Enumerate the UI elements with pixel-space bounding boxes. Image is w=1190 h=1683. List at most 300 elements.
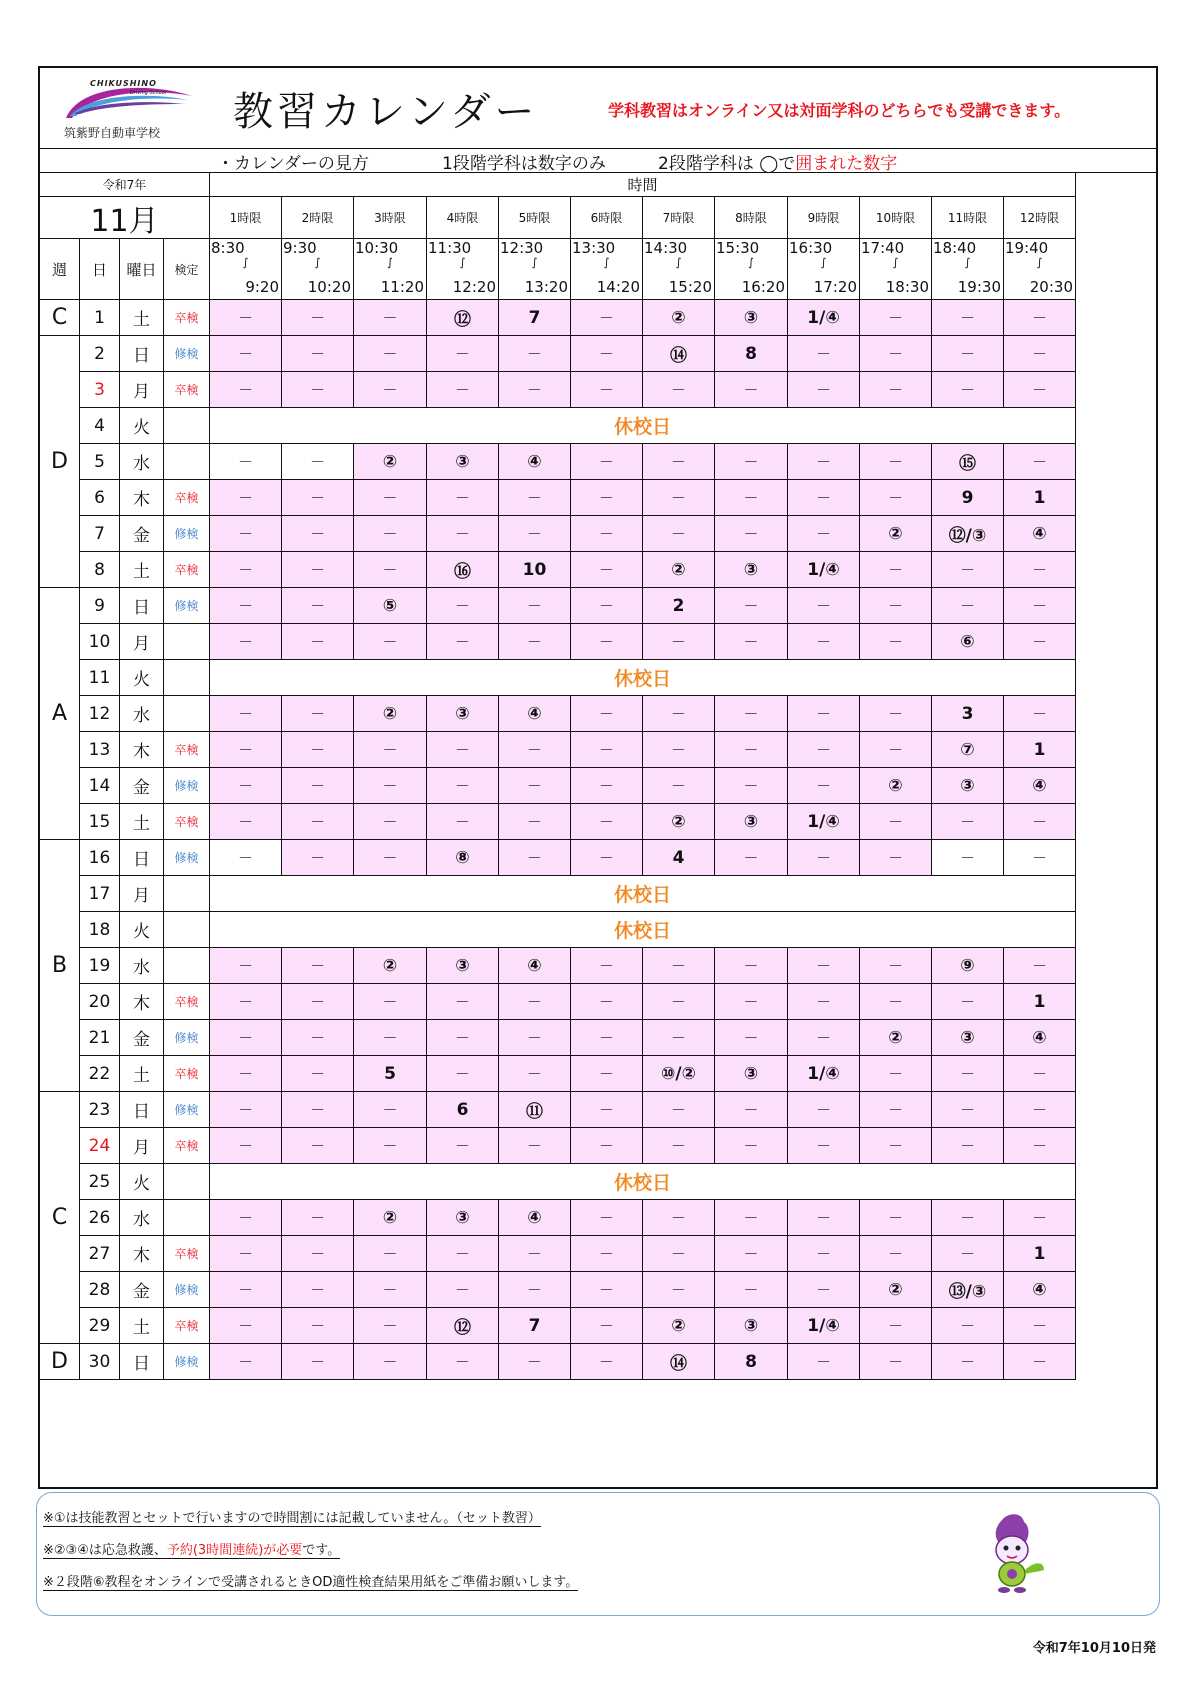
class-slot: － (210, 768, 282, 804)
test-type: 卒検 (164, 372, 210, 408)
period-end: 17:20 (813, 278, 857, 296)
period-tilde: ∫ (820, 256, 827, 269)
notice-text: 学科教習はオンライン又は対面学科のどちらでも受講できます。 (608, 101, 1071, 120)
test-type: 修検 (164, 768, 210, 804)
class-slot: － (932, 840, 1004, 876)
class-slot: － (932, 1308, 1004, 1344)
day-number: 3 (80, 372, 120, 408)
class-slot: － (643, 624, 715, 660)
class-slot: 1 (1004, 984, 1076, 1020)
class-slot: 10 (499, 552, 571, 588)
period-start: 19:40 (1005, 239, 1049, 257)
class-slot: 1/④ (788, 552, 860, 588)
class-slot: － (788, 840, 860, 876)
class-slot: － (427, 1272, 499, 1308)
class-slot: － (860, 372, 932, 408)
day-of-week: 土 (120, 300, 164, 336)
test-type: 修検 (164, 336, 210, 372)
test-type (164, 948, 210, 984)
period-time (643, 239, 715, 300)
day-of-week: 日 (120, 1344, 164, 1380)
period-time (1004, 239, 1076, 300)
period-end: 11:20 (380, 278, 424, 296)
class-slot: － (354, 1236, 427, 1272)
class-slot: － (210, 1308, 282, 1344)
class-slot: － (860, 804, 932, 840)
class-slot: － (282, 1128, 354, 1164)
period-tilde: ∫ (242, 256, 249, 269)
class-slot: 1 (1004, 732, 1076, 768)
class-slot: ③ (715, 552, 788, 588)
class-slot: － (499, 1272, 571, 1308)
day-of-week: 水 (120, 444, 164, 480)
period-end: 18:30 (885, 278, 929, 296)
class-slot: － (932, 1128, 1004, 1164)
class-slot: － (860, 552, 932, 588)
period-end: 13:20 (524, 278, 568, 296)
class-slot: ④ (499, 1200, 571, 1236)
period-tilde: ∫ (603, 256, 610, 269)
class-slot: 1 (1004, 1236, 1076, 1272)
class-slot: － (715, 624, 788, 660)
legend-stage2-prefix: 2段階学科は ◯で (658, 154, 796, 174)
test-type (164, 408, 210, 444)
test-type: 修検 (164, 588, 210, 624)
class-slot: － (860, 1128, 932, 1164)
period-tilde: ∫ (314, 256, 321, 269)
class-slot: 7 (499, 1308, 571, 1344)
class-slot: － (788, 1200, 860, 1236)
class-slot: ⑭ (643, 336, 715, 372)
col-test-header: 検定 (164, 239, 210, 300)
test-type: 卒検 (164, 984, 210, 1020)
class-slot: － (932, 1092, 1004, 1128)
class-slot: － (860, 840, 932, 876)
class-slot: － (643, 1092, 715, 1128)
day-number: 18 (80, 912, 120, 948)
class-slot: － (354, 1344, 427, 1380)
day-of-week: 月 (120, 1128, 164, 1164)
day-number: 1 (80, 300, 120, 336)
class-slot: － (210, 840, 282, 876)
period-start: 14:30 (644, 239, 688, 257)
day-number: 29 (80, 1308, 120, 1344)
class-slot: ④ (1004, 1020, 1076, 1056)
week-label: C (40, 300, 80, 336)
period-time (788, 239, 860, 300)
calendar-sheet (38, 66, 1158, 1489)
class-slot: ③ (427, 444, 499, 480)
class-slot: － (860, 588, 932, 624)
class-slot: ⑩/② (643, 1056, 715, 1092)
week-label: B (40, 840, 80, 1092)
class-slot: － (571, 1344, 643, 1380)
class-slot: ④ (499, 444, 571, 480)
period-end: 12:20 (452, 278, 496, 296)
class-slot: － (210, 1092, 282, 1128)
class-slot: － (932, 552, 1004, 588)
class-slot: ⑬/③ (932, 1272, 1004, 1308)
class-slot: － (788, 696, 860, 732)
class-slot: － (715, 1272, 788, 1308)
class-slot: － (860, 1344, 932, 1380)
class-slot: － (715, 768, 788, 804)
period-start: 10:30 (355, 239, 399, 257)
period-label: 12時限 (1004, 197, 1076, 239)
day-of-week: 月 (120, 372, 164, 408)
class-slot: － (788, 372, 860, 408)
class-slot: － (499, 1020, 571, 1056)
period-time (932, 239, 1004, 300)
test-type: 卒検 (164, 300, 210, 336)
class-slot: ④ (499, 696, 571, 732)
class-slot: ③ (715, 300, 788, 336)
class-slot: － (715, 732, 788, 768)
class-slot: － (1004, 372, 1076, 408)
class-slot: － (932, 1236, 1004, 1272)
col-dow-header: 曜日 (120, 239, 164, 300)
class-slot: － (282, 1236, 354, 1272)
class-slot: － (860, 480, 932, 516)
class-slot: － (571, 624, 643, 660)
class-slot: － (571, 336, 643, 372)
col-day-header: 日 (80, 239, 120, 300)
class-slot: － (643, 444, 715, 480)
class-slot: ② (643, 552, 715, 588)
class-slot: － (788, 588, 860, 624)
class-slot: － (932, 300, 1004, 336)
day-of-week: 土 (120, 1056, 164, 1092)
class-slot: － (1004, 1128, 1076, 1164)
test-type: 卒検 (164, 1236, 210, 1272)
test-type: 卒検 (164, 480, 210, 516)
day-of-week: 木 (120, 732, 164, 768)
test-type (164, 660, 210, 696)
class-slot: ④ (1004, 768, 1076, 804)
class-slot: － (643, 1272, 715, 1308)
class-slot: － (210, 1236, 282, 1272)
holiday-label: 休校日 (210, 876, 1076, 912)
class-slot: － (1004, 588, 1076, 624)
class-slot: ⑪ (499, 1092, 571, 1128)
class-slot: － (499, 1344, 571, 1380)
holiday-label: 休校日 (210, 408, 1076, 444)
class-slot: ⑦ (932, 732, 1004, 768)
day-of-week: 金 (120, 1272, 164, 1308)
class-slot: － (354, 624, 427, 660)
day-number: 26 (80, 1200, 120, 1236)
test-type: 修検 (164, 1344, 210, 1380)
day-number: 23 (80, 1092, 120, 1128)
class-slot: － (282, 372, 354, 408)
period-start: 15:30 (716, 239, 760, 257)
class-slot: － (427, 588, 499, 624)
class-slot: － (932, 372, 1004, 408)
class-slot: － (354, 1128, 427, 1164)
class-slot: － (282, 624, 354, 660)
period-start: 11:30 (428, 239, 472, 257)
day-of-week: 日 (120, 1092, 164, 1128)
day-of-week: 水 (120, 1200, 164, 1236)
class-slot: － (210, 1128, 282, 1164)
class-slot: － (499, 516, 571, 552)
test-type: 卒検 (164, 732, 210, 768)
class-slot: － (860, 948, 932, 984)
day-of-week: 月 (120, 876, 164, 912)
test-type: 修検 (164, 1020, 210, 1056)
class-slot: － (354, 732, 427, 768)
period-label: 2時限 (282, 197, 354, 239)
period-label: 5時限 (499, 197, 571, 239)
class-slot: － (282, 1344, 354, 1380)
day-number: 6 (80, 480, 120, 516)
day-number: 13 (80, 732, 120, 768)
period-start: 18:40 (933, 239, 977, 257)
class-slot: － (643, 1200, 715, 1236)
class-slot: － (571, 1200, 643, 1236)
class-slot: － (1004, 696, 1076, 732)
class-slot: ③ (427, 948, 499, 984)
legend-stage2-highlight: 囲まれた数字 (795, 154, 898, 174)
class-slot: － (932, 984, 1004, 1020)
class-slot: － (427, 1128, 499, 1164)
period-end: 14:20 (596, 278, 640, 296)
class-slot: － (788, 948, 860, 984)
class-slot: － (210, 588, 282, 624)
class-slot: － (282, 336, 354, 372)
day-of-week: 日 (120, 840, 164, 876)
class-slot: ② (354, 948, 427, 984)
class-slot: － (571, 516, 643, 552)
class-slot: － (499, 804, 571, 840)
class-slot: ③ (427, 1200, 499, 1236)
header (40, 68, 1156, 149)
class-slot: － (715, 948, 788, 984)
class-slot: 8 (715, 336, 788, 372)
day-number: 8 (80, 552, 120, 588)
era-year-label: 令和7年 (40, 172, 210, 197)
class-slot: － (860, 732, 932, 768)
class-slot: － (571, 1092, 643, 1128)
class-slot: － (499, 480, 571, 516)
class-slot: ⑧ (427, 840, 499, 876)
class-slot: ⑫ (427, 1308, 499, 1344)
class-slot: ② (860, 1020, 932, 1056)
class-slot: － (643, 1020, 715, 1056)
class-slot: 2 (643, 588, 715, 624)
class-slot: － (932, 1344, 1004, 1380)
holiday-label: 休校日 (210, 912, 1076, 948)
class-slot: － (788, 624, 860, 660)
class-slot: － (499, 1236, 571, 1272)
test-type: 修検 (164, 1092, 210, 1128)
class-slot: － (860, 300, 932, 336)
class-slot: － (282, 696, 354, 732)
class-slot: － (282, 984, 354, 1020)
class-slot: － (427, 516, 499, 552)
week-label: D (40, 336, 80, 588)
class-slot: ② (643, 804, 715, 840)
class-slot: ③ (427, 696, 499, 732)
class-slot: － (643, 480, 715, 516)
period-label: 7時限 (643, 197, 715, 239)
class-slot: － (282, 804, 354, 840)
class-slot: 4 (643, 840, 715, 876)
class-slot: － (643, 984, 715, 1020)
school-logo (60, 78, 200, 142)
day-of-week: 火 (120, 912, 164, 948)
legend-row (40, 148, 1156, 173)
class-slot: － (932, 588, 1004, 624)
class-slot: － (354, 1272, 427, 1308)
class-slot: － (282, 840, 354, 876)
class-slot: － (210, 480, 282, 516)
class-slot: ④ (1004, 516, 1076, 552)
class-slot: ② (354, 444, 427, 480)
test-type: 卒検 (164, 804, 210, 840)
day-number: 14 (80, 768, 120, 804)
class-slot: － (715, 480, 788, 516)
note-line-2-suffix: です。 (302, 1543, 341, 1558)
class-slot: － (860, 1236, 932, 1272)
period-end: 15:20 (668, 278, 712, 296)
class-slot: － (499, 840, 571, 876)
legend-stage1: 1段階学科は数字のみ (442, 154, 606, 174)
class-slot: － (1004, 1200, 1076, 1236)
class-slot: － (354, 516, 427, 552)
day-number: 25 (80, 1164, 120, 1200)
test-type: 卒検 (164, 1308, 210, 1344)
period-end: 16:20 (741, 278, 785, 296)
class-slot: － (282, 1200, 354, 1236)
class-slot: － (571, 1236, 643, 1272)
day-of-week: 火 (120, 1164, 164, 1200)
note-line-3: ※２段階⑥教程をオンラインで受講されるときOD適性検査結果用紙をご準備お願いします。 (43, 1571, 578, 1591)
day-of-week: 金 (120, 516, 164, 552)
class-slot: － (499, 372, 571, 408)
class-slot: － (715, 1200, 788, 1236)
day-number: 7 (80, 516, 120, 552)
note-line-2-highlight: 予約(3時間連続)が必要 (166, 1543, 303, 1558)
day-number: 30 (80, 1344, 120, 1380)
class-slot: － (210, 1056, 282, 1092)
class-slot: － (427, 984, 499, 1020)
period-label: 4時限 (427, 197, 499, 239)
class-slot: － (354, 372, 427, 408)
class-slot: － (715, 1128, 788, 1164)
class-slot: ⑨ (932, 948, 1004, 984)
holiday-label: 休校日 (210, 1164, 1076, 1200)
class-slot: － (715, 588, 788, 624)
class-slot: － (427, 372, 499, 408)
class-slot: － (715, 444, 788, 480)
class-slot: － (354, 984, 427, 1020)
class-slot: － (788, 1272, 860, 1308)
class-slot: － (643, 696, 715, 732)
class-slot: － (643, 1128, 715, 1164)
class-slot: － (788, 444, 860, 480)
class-slot: ⑫/③ (932, 516, 1004, 552)
period-time (499, 239, 571, 300)
col-week-header: 週 (40, 239, 80, 300)
class-slot: － (210, 732, 282, 768)
test-type: 卒検 (164, 552, 210, 588)
class-slot: － (643, 768, 715, 804)
class-slot: － (571, 732, 643, 768)
period-label: 6時限 (571, 197, 643, 239)
class-slot: － (1004, 336, 1076, 372)
class-slot: － (499, 1128, 571, 1164)
day-of-week: 土 (120, 552, 164, 588)
class-slot: ③ (715, 804, 788, 840)
day-of-week: 土 (120, 804, 164, 840)
period-label: 11時限 (932, 197, 1004, 239)
period-tilde: ∫ (675, 256, 682, 269)
class-slot: － (1004, 444, 1076, 480)
class-slot: 3 (932, 696, 1004, 732)
class-slot: ⑤ (354, 588, 427, 624)
class-slot: － (715, 1092, 788, 1128)
class-slot: － (571, 948, 643, 984)
class-slot: － (210, 516, 282, 552)
day-number: 22 (80, 1056, 120, 1092)
school-name: 筑紫野自動車学校 (64, 126, 161, 140)
class-slot: － (210, 372, 282, 408)
class-slot: － (427, 1020, 499, 1056)
class-slot: ④ (1004, 1272, 1076, 1308)
day-number: 2 (80, 336, 120, 372)
class-slot: － (210, 1272, 282, 1308)
period-tilde: ∫ (387, 256, 393, 269)
class-slot: － (715, 516, 788, 552)
class-slot: － (354, 1308, 427, 1344)
day-number: 21 (80, 1020, 120, 1056)
legend-stage2 (658, 149, 897, 174)
test-type (164, 1164, 210, 1200)
class-slot: ② (860, 516, 932, 552)
class-slot: － (354, 480, 427, 516)
logo-subtitle: Driving School (130, 90, 167, 96)
week-label: A (40, 588, 80, 840)
class-slot: － (1004, 1344, 1076, 1380)
class-slot: － (860, 624, 932, 660)
class-slot: － (427, 804, 499, 840)
class-slot: ③ (932, 768, 1004, 804)
class-slot: － (788, 732, 860, 768)
day-number: 9 (80, 588, 120, 624)
period-start: 8:30 (211, 239, 245, 257)
class-slot: － (571, 444, 643, 480)
class-slot: － (210, 1344, 282, 1380)
period-start: 16:30 (789, 239, 833, 257)
class-slot: － (427, 732, 499, 768)
class-slot: － (788, 336, 860, 372)
period-tilde: ∫ (531, 256, 538, 269)
class-slot: － (354, 1092, 427, 1128)
class-slot: － (282, 588, 354, 624)
week-label: D (40, 1344, 80, 1380)
class-slot: － (860, 984, 932, 1020)
class-slot: － (427, 1056, 499, 1092)
class-slot: ⑫ (427, 300, 499, 336)
test-type (164, 696, 210, 732)
day-of-week: 月 (120, 624, 164, 660)
day-number: 16 (80, 840, 120, 876)
class-slot: － (282, 480, 354, 516)
class-slot: 1/④ (788, 804, 860, 840)
class-slot: － (1004, 1308, 1076, 1344)
class-slot: － (282, 552, 354, 588)
